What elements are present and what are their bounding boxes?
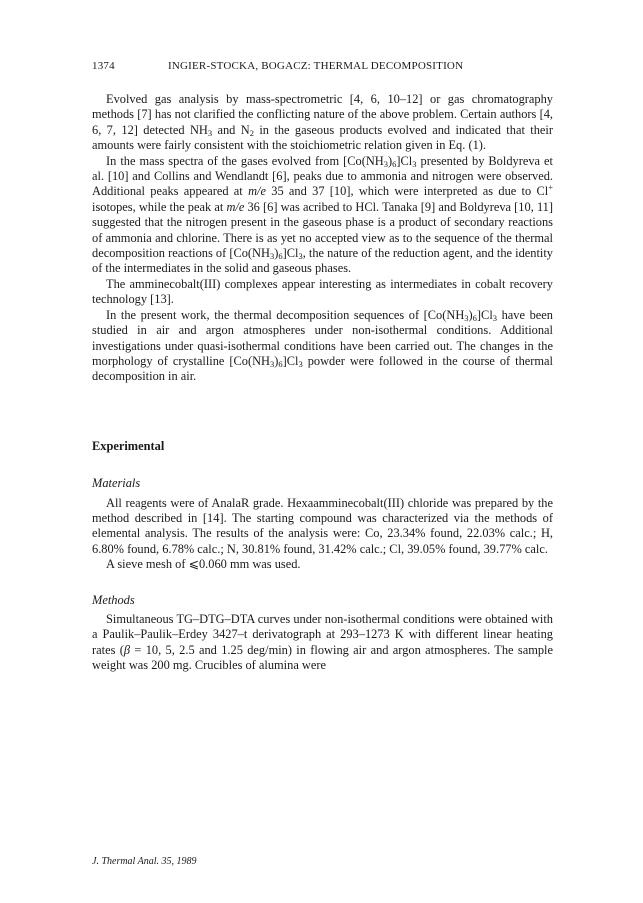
subsection-heading-materials: Materials <box>92 476 141 491</box>
intro-paragraph-3: The amminecobalt(III) complexes appear interesting as intermediates in cobalt recovery technology [13]. <box>92 276 553 307</box>
section-heading-experimental: Experimental <box>92 438 165 453</box>
subsection-heading-methods: Methods <box>92 592 135 607</box>
page-number: 1374 <box>92 60 115 72</box>
journal-citation: J. Thermal Anal. 35, 1989 <box>92 856 197 867</box>
body-text <box>92 92 553 674</box>
running-title: INGIER-STOCKA, BOGACZ: THERMAL DECOMPOSITION <box>168 60 464 72</box>
intro-paragraph-2: In the mass spectra of the gases evolved from $[Co(NH_3)_6]Cl_3$ presented by Boldyreva et al. [10] and Collins and Wendlandt [6], peaks due to ammonia and nitrogen were observed. Additional peaks appeared at m/e 35 and 37 [10], which were interpreted as due to Cl+ isotopes, while the peak at m/e 36 [6] was acribed to HCl. Tanaka [9] and Boldyreva [10, 11] suggested that the nitrogen present in the gaseous phase is a product of secondary reactions of ammonia and chlorine. There is as yet no accepted view as to the sequence of the thermal decomposition reactions of $[Co(NH_3)_6]Cl_3$, the nature of the reduction agent, and the identity of the intermediates in the solid and gaseous phases. <box>92 153 554 276</box>
materials-paragraph-2: A sieve mesh of ⩽0.060 mm was used. <box>106 557 301 572</box>
running-header <box>92 60 552 72</box>
intro-paragraph-4: In the present work, the thermal decomposition sequences of $[Co(NH_3)_6]Cl_3$ have been studied in air and argon atmospheres under non-isothermal conditions. Additional investigations under quasi-isothermal conditions have been carried out. The changes in the morphology of crystalline $[Co(NH_3)_6]Cl_3$ powder were followed in the course of thermal decomposition in air. <box>92 307 553 384</box>
methods-paragraph-1: Simultaneous TG–DTG–DTA curves under non-isothermal conditions were obtained with a Paulik–Paulik–Erdey 3427–t derivatograph at 293–1273 K with different linear heating rates (β = 10, 5, 2.5 and 1.25 deg/min) in flowing air and argon atmospheres. The sample weight was 200 mg. Crucibles of alumina were <box>92 611 553 673</box>
intro-paragraph-1: Evolved gas analysis by mass-spectrometric [4, 6, 10–12] or gas chromatography methods [7] has not clarified the conflicting nature of the above problem. Certain authors [4, 6, 7, 12] detected $NH_3$ and $N_2$ in the gaseous products evolved and indicated that their amounts were fairly consistent with the stoichiometric relation given in Eq. (1). <box>92 92 553 153</box>
materials-paragraph-1: All reagents were of AnalaR grade. Hexaamminecobalt(III) chloride was prepared by the method described in [14]. The starting compound was characterized via the methods of elemental analysis. The results of the analysis were: Co, 23.34% found, 22.03% calc.; H, 6.80% found, 6.78% calc.; N, 30.81% found, 31.42% calc.; Cl, 39.05% found, 39.77% calc. <box>92 495 553 556</box>
